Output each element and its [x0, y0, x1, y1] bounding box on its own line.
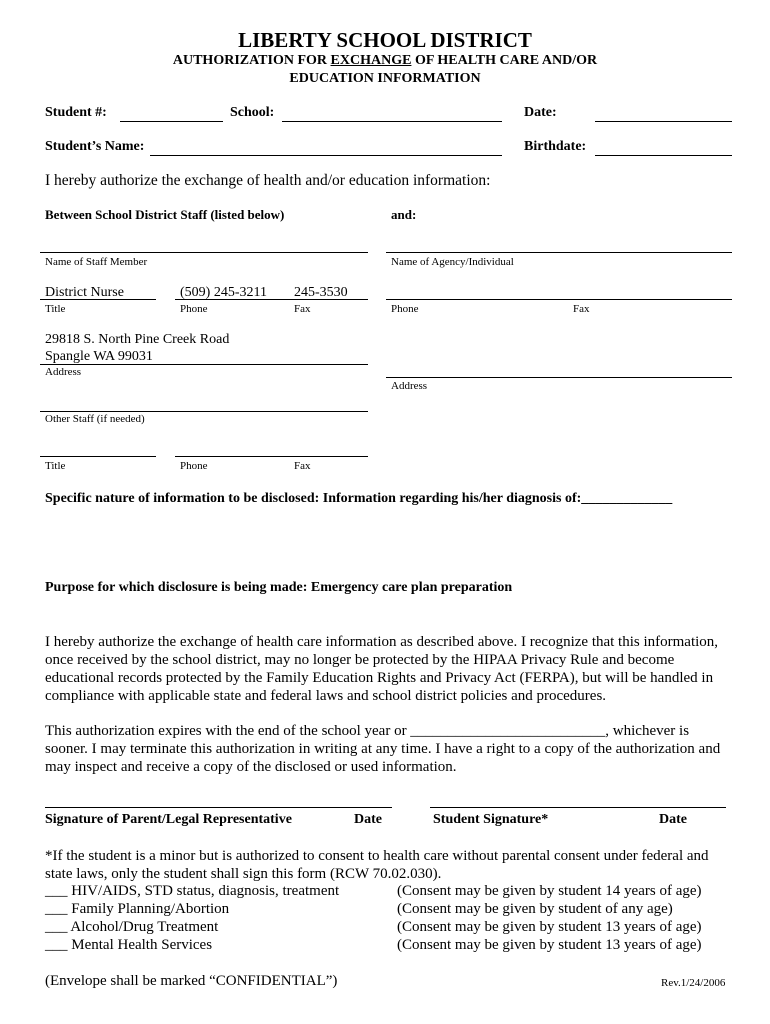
- other-title-caption: Title: [45, 460, 66, 472]
- consent-note-family-planning: (Consent may be given by student of any age): [397, 901, 673, 917]
- birthdate-label: Birthdate:: [524, 139, 587, 154]
- authorization-paragraph: I hereby authorize the exchange of health care information as described above. I recognize that this information, once received by the school district, may no longer be protected by the HIPAA Privacy Rule and become educational records protected by the Family Education Rights and Privacy Act (FERPA), but will be handled in compliance with applicable state and federal laws and school district policies and procedures.: [45, 634, 719, 704]
- expiration-paragraph: This authorization expires with the end of the school year or __________________________, whichever is sooner. I may terminate this authorization in writing at any time. I have a right to a copy of the authorization and may inspect and receive a copy of the disclosed or used information.: [45, 723, 721, 775]
- other-title-field[interactable]: [40, 456, 156, 457]
- subtitle-part: AUTHORIZATION FOR: [172, 53, 331, 68]
- form-subtitle: [0, 53, 770, 69]
- date-field[interactable]: [595, 121, 732, 122]
- staff-phone-fax-line: [175, 299, 368, 300]
- authorize-intro: I hereby authorize the exchange of health and/or education information:: [45, 172, 491, 189]
- student-signature-label: Student Signature*: [433, 812, 549, 827]
- parent-date-label: Date: [354, 812, 382, 827]
- consent-note-alcohol-drug: (Consent may be given by student 13 years of age): [397, 919, 702, 935]
- agency-caption: Name of Agency/Individual: [391, 256, 514, 268]
- other-fax-caption: Fax: [294, 460, 311, 472]
- other-staff-field[interactable]: [40, 411, 368, 412]
- other-staff-caption: Other Staff (if needed): [45, 413, 145, 425]
- between-heading: Between School District Staff (listed below): [45, 207, 285, 222]
- agency-field[interactable]: [386, 252, 732, 253]
- agency-address-caption: Address: [391, 380, 428, 392]
- student-name-field[interactable]: [150, 155, 502, 156]
- student-date-label: Date: [659, 812, 687, 827]
- subtitle-part: OF HEALTH CARE AND/OR: [411, 53, 598, 68]
- staff-title-line: [40, 299, 156, 300]
- staff-address-line: [40, 364, 368, 365]
- other-phone-caption: Phone: [180, 460, 208, 472]
- form-subtitle-line2: EDUCATION INFORMATION: [289, 71, 481, 86]
- form-title: LIBERTY SCHOOL DISTRICT: [238, 28, 532, 52]
- consent-note-hiv: (Consent may be given by student 14 years of age): [397, 883, 702, 899]
- date-label: Date:: [524, 105, 557, 120]
- staff-phone-value: (509) 245-3211: [180, 285, 267, 300]
- subtitle-underlined: EXCHANGE: [330, 53, 412, 68]
- phone-caption: Phone: [180, 303, 208, 315]
- school-label: School:: [230, 105, 275, 120]
- address-line-2: Spangle WA 99031: [45, 349, 153, 364]
- staff-member-field[interactable]: [40, 252, 368, 253]
- birthdate-field[interactable]: [595, 155, 732, 156]
- consent-item-hiv[interactable]: ___ HIV/AIDS, STD status, diagnosis, treatment: [45, 883, 340, 899]
- agency-phone-caption: Phone: [391, 303, 419, 315]
- agency-phone-fax-field[interactable]: [386, 299, 732, 300]
- fax-caption: Fax: [294, 303, 311, 315]
- title-caption: Title: [45, 303, 66, 315]
- parent-signature-field[interactable]: [45, 807, 392, 808]
- parent-signature-label: Signature of Parent/Legal Representative: [45, 812, 292, 827]
- consent-item-mental-health[interactable]: ___ Mental Health Services: [45, 937, 213, 953]
- revision-date: Rev.1/24/2006: [661, 977, 726, 989]
- specific-nature: Specific nature of information to be disclosed: Information regarding his/her diagnosis of:_____________: [45, 491, 673, 506]
- consent-item-family-planning[interactable]: ___ Family Planning/Abortion: [45, 901, 230, 917]
- and-heading: and:: [391, 207, 417, 222]
- address-line-1: 29818 S. North Pine Creek Road: [45, 332, 230, 347]
- minor-note: *If the student is a minor but is authorized to consent to health care without parental consent under federal and state laws, only the student shall sign this form (RCW 70.02.030).: [45, 848, 709, 882]
- address-caption: Address: [45, 366, 82, 378]
- student-name-label: Student’s Name:: [45, 139, 145, 154]
- purpose: Purpose for which disclosure is being made: Emergency care plan preparation: [45, 580, 513, 595]
- school-field[interactable]: [282, 121, 502, 122]
- other-phone-fax-field[interactable]: [175, 456, 368, 457]
- student-signature-field[interactable]: [430, 807, 726, 808]
- student-number-field[interactable]: [120, 121, 223, 122]
- consent-note-mental-health: (Consent may be given by student 13 years of age): [397, 937, 702, 953]
- agency-fax-caption: Fax: [573, 303, 590, 315]
- envelope-note: (Envelope shall be marked “CONFIDENTIAL”): [45, 973, 338, 989]
- student-number-label: Student #:: [45, 105, 107, 120]
- staff-title-value: District Nurse: [45, 285, 124, 300]
- agency-address-field[interactable]: [386, 377, 732, 378]
- staff-member-caption: Name of Staff Member: [45, 256, 148, 268]
- staff-fax-value: 245-3530: [294, 285, 348, 300]
- consent-item-alcohol-drug[interactable]: ___ Alcohol/Drug Treatment: [45, 919, 219, 935]
